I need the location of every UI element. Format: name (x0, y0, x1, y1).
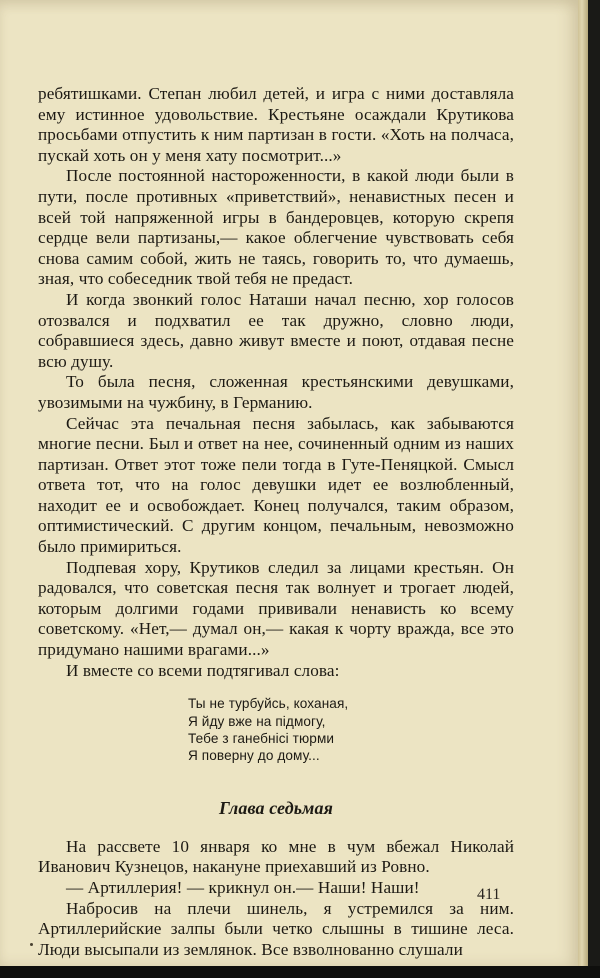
poem-line: Я поверну до дому... (188, 748, 320, 764)
paragraph: И вместе со всеми подтягивал слова: (66, 660, 340, 680)
paragraph: После постоянной настороженности, в какой люди были в пути, после противных «приветствий», ненавистных песен и всей той напряженной игры в бандеровцев, которую скрепя сердце вели партизаны,— какое облегчение чувствовать себя снова самим собой, жить не таясь, говорить то, что думаешь, зная, что собеседник твой тебя не предаст. (38, 166, 514, 289)
scan-bottom-margin (0, 966, 600, 978)
poem-line: Тебе з ганебнісі тюрми (188, 731, 335, 747)
paragraph: — Артиллерия! — крикнул он.— Наши! Наши! (66, 878, 420, 898)
paragraph: Набросив на плечи шинель, я устремился за ним. Артиллерийские залпы были четко слышны в тишине леса. Люди высыпали из землянок. Все взволнованно слушали (38, 898, 514, 959)
main-text (38, 84, 514, 960)
paragraph: То была песня, сложенная крестьянскими девушками, увозимыми на чужбину, в Германию. (38, 372, 514, 412)
poem-line: Я йду вже на підмогу, (188, 713, 326, 729)
chapter-title: Глава седьмая (219, 797, 333, 818)
paragraph: ребятишками. Степан любил детей, и игра с ними доставляла ему истинное удовольствие. Крестьяне осаждали Крутикова просьбами отпустить к ним партизан в гости. «Хоть на полчаса, пускай хоть он у меня хату посмотрит...» (38, 84, 514, 165)
poem-stanza (188, 695, 514, 765)
ink-speck (30, 943, 33, 946)
page-edge (578, 0, 588, 978)
poem-line: Ты не турбуйсь, коханая, (188, 696, 349, 712)
page-number: 411 (477, 886, 501, 903)
paragraph: Сейчас эта печальная песня забылась, как забываются многие песни. Был и ответ на нее, сочиненный одним из наших партизан. Ответ этот тоже пели тогда в Гуте-Пеняцкой. Смысл ответа тот, что на голос девушки идет ее возлюбленный, находит ее и освобождает. Конец получался, таким образом, оптимистический. С другим концом, печальным, невозможно было примириться. (38, 413, 514, 557)
paragraph: И когда звонкий голос Наташи начал песню, хор голосов отозвался и подхватил ее так дружно, словно люди, собравшиеся здесь, давно живут вместе и поют, отдавая песне всю душу. (38, 289, 514, 371)
paragraph: На рассвете 10 января ко мне в чум вбежал Николай Иванович Кузнецов, накануне приехавший из Ровно. (38, 836, 514, 877)
paragraph: Подпевая хору, Крутиков следил за лицами крестьян. Он радовался, что советская песня так волнует и трогает людей, которым долгими годами прививали ненависть ко всему советскому. «Нет,— думал он,— какая к чорту вражда, все это придумано нашими врагами...» (38, 557, 514, 660)
